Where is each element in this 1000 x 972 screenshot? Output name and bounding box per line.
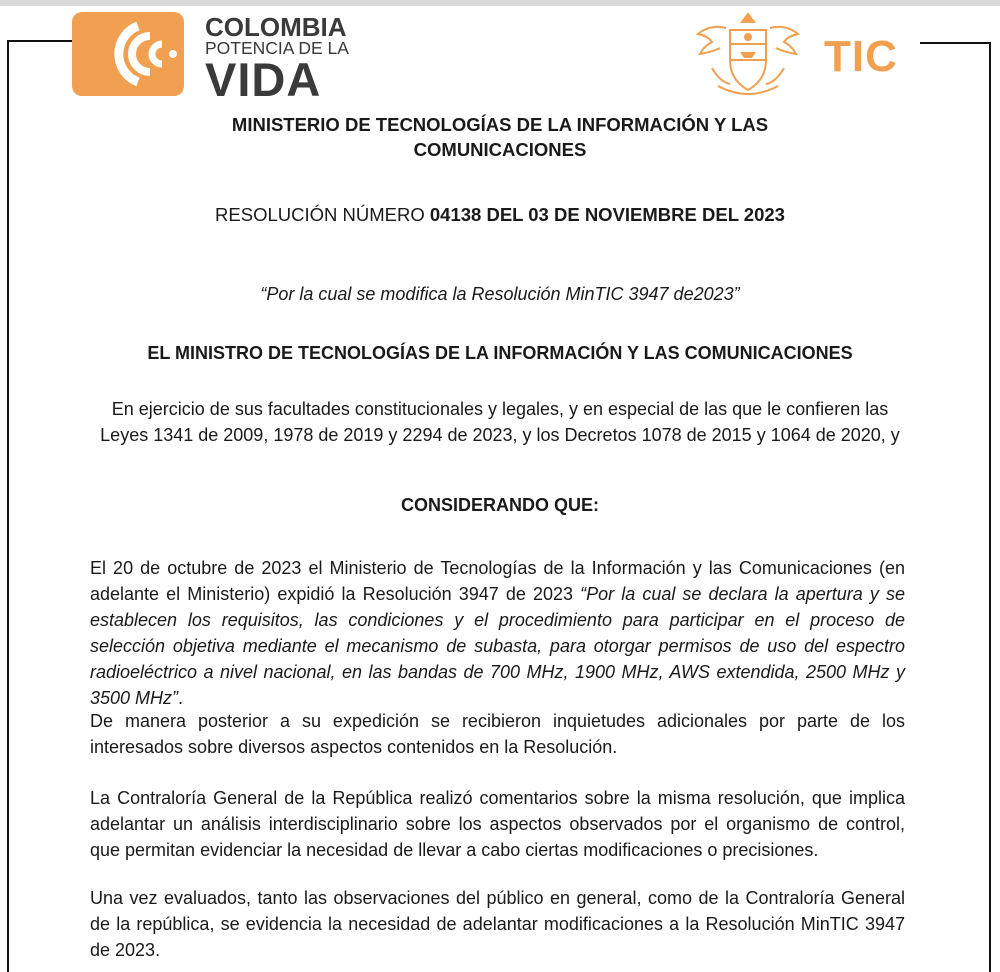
ministry-title-line-1: MINISTERIO DE TECNOLOGÍAS DE LA INFORMACIÓN Y LAS — [231, 114, 769, 135]
resolution-subtitle: “Por la cual se modifica la Resolución MinTIC 3947 de2023” — [260, 284, 740, 304]
colombia-logo-text — [205, 12, 375, 106]
ministry-title-line-2: COMUNICACIONES — [413, 139, 587, 160]
page-border-top-left — [7, 40, 77, 42]
page-border-left — [7, 40, 9, 972]
mintic-logo — [690, 8, 930, 104]
resolution-number: 04138 DEL 03 DE NOVIEMBRE DEL 2023 — [429, 204, 785, 225]
paragraph-4: Una vez evaluados, tanto las observaciones del público en general, como de la Contraloría General de la república, se evidencia la necesidad de adelantar modificaciones a la Resolución MinTIC 3947 de 2023. — [90, 888, 905, 960]
considering-heading: CONSIDERANDO QUE: — [400, 495, 599, 515]
authority-line-1: En ejercicio de sus facultades constitucionales y legales, y en especial de las que le confieren las — [111, 399, 889, 419]
sound-wave-logo-icon — [72, 12, 184, 96]
page-border-right — [989, 42, 991, 972]
paragraph-1-quote: “Por la cual se declara la apertura y se establecen los requisitos, las condiciones y el procedimiento para participar en el proceso de selección objetiva mediante el mecanismo de subasta, para otorgar permisos de uso del espectro radioeléctrico a nivel nacional, en las bandas de 700 MHz, 1900 MHz, AWS extendida, 2500 MHz y 3500 MHz” — [90, 584, 905, 708]
ministry-title — [100, 112, 900, 162]
paragraph-1-end: . — [178, 688, 184, 708]
colombia-potencia-logo — [72, 12, 372, 106]
page-border-top-right — [920, 42, 991, 44]
paragraph-1-text: El 20 de octubre de 2023 el Ministerio de Tecnologías de la Información y las Comunicaciones (en adelante el Ministerio) expidió la Resolución 3947 de 2023 — [90, 558, 905, 604]
resolution-number-line — [100, 204, 900, 226]
authority-statement — [100, 396, 900, 448]
resolution-prefix: RESOLUCIÓN NÚMERO — [215, 204, 425, 225]
coat-of-arms-icon — [690, 8, 806, 104]
logo-line-vida: VIDA — [205, 53, 322, 106]
minister-heading: EL MINISTRO DE TECNOLOGÍAS DE LA INFORMACIÓN Y LAS COMUNICACIONES — [147, 343, 853, 363]
window-top-edge — [0, 0, 1000, 6]
paragraph-1 — [90, 555, 905, 711]
logo-line-colombia: COLOMBIA — [205, 12, 347, 42]
tic-logo-text: TIC — [824, 32, 898, 81]
paragraph-3: La Contraloría General de la República realizó comentarios sobre la misma resolución, que implica adelantar un análisis interdisciplinario sobre los aspectos observados por el organismo de control, que permitan evidenciar la necesidad de llevar a cabo ciertas modificaciones o precisiones. — [90, 788, 905, 860]
paragraph-2: De manera posterior a su expedición se recibieron inquietudes adicionales por parte de los interesados sobre diversos aspectos contenidos en la Resolución. — [90, 711, 905, 757]
authority-line-2: Leyes 1341 de 2009, 1978 de 2019 y 2294 de 2023, y los Decretos 1078 de 2015 y 1064 de 2020, y — [100, 425, 900, 445]
logo-line-potencia: POTENCIA DE LA — [205, 38, 349, 58]
